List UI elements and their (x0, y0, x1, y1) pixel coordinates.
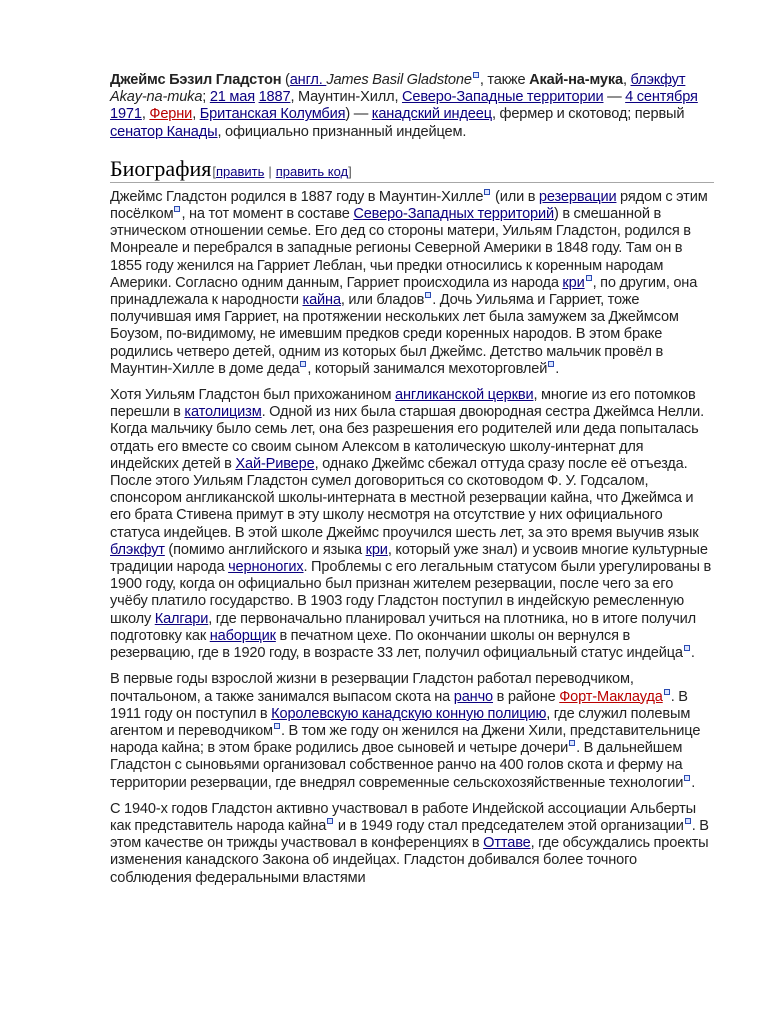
blackfoot-language-link[interactable]: блэкфут (110, 541, 165, 558)
article-subject-name: Джеймс Бэзил Гладстон (110, 72, 282, 88)
citation-icon[interactable] (274, 723, 280, 729)
catholicism-link[interactable]: католицизм (184, 404, 262, 421)
alternate-latin-name: Akay-na-muka (110, 89, 203, 106)
blackfoot-language-link[interactable]: блэкфут (630, 72, 686, 88)
typesetter-link[interactable]: наборщик (209, 627, 276, 644)
citation-icon[interactable] (684, 775, 690, 781)
article-body (110, 72, 714, 887)
anglican-church-link[interactable]: англиканской церкви (395, 387, 534, 404)
citation-icon[interactable] (685, 818, 691, 824)
biography-paragraph-3: В первые годы взрослой жизни в резервации Гладстон работал переводчиком, почтальоном, а также занимался выпасом скота на ранчо в районе Форт-Маклауда . В 1911 году он поступил в Королевскую канадскую конную полицию, где служил полевым агентом и переводчиком . В том же году он женился на Джени Хили, представительнице народа кайна; в этом браке родились двое сыновей и четыре дочери . В дальнейшем Гладстон с сыновьями организовал собственное ранчо на 400 голов скота и ферму на территории резервации, где внедрял современные сельскохозяйственные технологии . (110, 671, 701, 791)
section-title: Биография (110, 155, 212, 181)
biography-paragraph-2: Хотя Уильям Гладстон был прихожанином англиканской церкви, многие из его потомков перешли в католицизм. Одной из них была старшая двоюродная сестра Джеймса Нелли. Когда мальчику было семь лет, она без разрешения его родителей или деда попыталась отдать его вместе со своим сыном Алексом в католическую школу-интернат для индейских детей в Хай-Ривере, однако Джеймс сбежал оттуда сразу после её отъезда. После этого Уильям Гладстон сумел договориться со скотоводом Ф. У. Годсалом, спонсором англиканской школы-интерната в местной резервации кайна, что Джеймса и его брата Стивена примут в эту школу несмотря на отсутствие у них официального статуса индейцев. В этой школе Джеймс проучился шесть лет, за это время выучив язык блэкфут (помимо английского и языка кри, который уже знал) и усвоив многие культурные традиции народа черноногих. Проблемы с его легальным статусом были урегулированы в 1900 году, когда он официально был признан жителем резервации, после чего за его учёбу платило государство. В 1903 году Гладстон поступил в индейскую ремесленную школу Калгари, где первоначально планировал учиться на плотника, но в итоге получил подготовку как наборщик в печатном цехе. По окончании школы он вернулся в резервацию, где в 1920 году, в возрасте 33 лет, получил официальный статус индейца . (110, 387, 712, 662)
section-heading-biography (110, 157, 714, 183)
birth-date-link[interactable]: 21 мая (209, 89, 255, 106)
blackfoot-people-link[interactable]: черноногих (228, 559, 304, 576)
edit-source-link[interactable]: править код (275, 163, 349, 179)
ottawa-link[interactable]: Оттаве (483, 835, 531, 852)
canadian-senator-link[interactable]: сенатор Канады (110, 123, 218, 140)
fort-macleod-link[interactable]: Форт-Маклауда (559, 688, 663, 705)
edit-section-link[interactable]: править (215, 163, 265, 179)
citation-icon[interactable] (548, 361, 554, 367)
citation-icon[interactable] (174, 206, 180, 212)
citation-icon[interactable] (300, 361, 306, 367)
intro-paragraph: Джеймс Бэзил Гладстон (англ. James Basil Gladstone , также Акай-на-мука, блэкфут Akay-na-muka; 21 мая 1887, Маунтин-Хилл, Северо-Западные территории — 4 сентября 1971, Ферни, Британская Колумбия) — канадский индеец, фермер и скотовод; первый сенатор Канады, официально признанный индейцем. (110, 72, 698, 140)
latin-name: James Basil Gladstone (326, 72, 472, 88)
fernie-link[interactable]: Ферни (149, 106, 193, 123)
birth-year-link[interactable]: 1887 (258, 89, 291, 106)
biography-paragraph-4: С 1940-х годов Гладстон активно участвовал в работе Индейской ассоциации Альберты как представитель народа кайна и в 1949 году стал председателем этой организации . В этом качестве он трижды участвовал в конференциях в Оттаве, где обсуждались проекты изменения канадского Закона об индейцах. Гладстон добивался более точного соблюдения федеральными властями (110, 800, 709, 886)
northwest-territories-link[interactable]: Северо-Западные территории (401, 89, 604, 106)
canadian-indian-link[interactable]: канадский индеец (371, 106, 492, 123)
calgary-link[interactable]: Калгари (154, 610, 209, 627)
section-edit-links: [править | править код] (212, 163, 352, 179)
mounted-police-link[interactable]: Королевскую канадскую конную полицию (271, 705, 547, 722)
citation-icon[interactable] (484, 189, 490, 195)
british-columbia-link[interactable]: Британская Колумбия (199, 106, 346, 123)
citation-icon[interactable] (473, 72, 479, 78)
hay-river-link[interactable]: Хай-Ривере (235, 455, 315, 472)
citation-icon[interactable] (569, 740, 575, 746)
english-language-link[interactable]: англ. (289, 72, 327, 88)
ranch-link[interactable]: ранчо (453, 688, 494, 705)
citation-icon[interactable] (684, 645, 690, 651)
cree-link[interactable]: кри (562, 274, 585, 291)
citation-icon[interactable] (425, 292, 431, 298)
death-year-link[interactable]: 1971 (110, 106, 142, 123)
death-date-link[interactable]: 4 сентября (625, 89, 698, 106)
biography-paragraph-1: Джеймс Гладстон родился в 1887 году в Маунтин-Хилле (или в резервации рядом с этим посёлком , на тот момент в составе Северо-Западных территорий) в смешанной в этническом отношении семье. Его дед со стороны матери, Уильям Гладстон, родился в Монреале и перебрался в западные регионы Северной Америки в 1848 году. Там он в 1855 году женился на Гарриет Леблан, чьи предки относились к коренным народам Америки. Согласно одним данным, Гарриет происходила из народа кри , по другим, она принадлежала к народности кайна, или бладов . Дочь Уильяма и Гарриет, тоже получившая имя Гарриет, на протяжении нескольких лет была замужем за Джеймсом Боузом, по-видимому, не имевшим предков среди коренных народов. В этом браке родились четверо детей, одним из которых был Джеймс. Детство мальчик провёл в Маунтин-Хилле в доме деда , который занимался мехоторговлей . (110, 188, 708, 377)
kainai-link[interactable]: кайна (302, 292, 341, 309)
citation-icon[interactable] (327, 818, 333, 824)
northwest-territories-link[interactable]: Северо-Западных территорий (353, 206, 555, 223)
alternate-name: Акай-на-мука (529, 72, 624, 88)
reservation-link[interactable]: резервации (538, 188, 617, 205)
cree-link[interactable]: кри (365, 541, 388, 558)
citation-icon[interactable] (664, 689, 670, 695)
citation-icon[interactable] (586, 275, 592, 281)
